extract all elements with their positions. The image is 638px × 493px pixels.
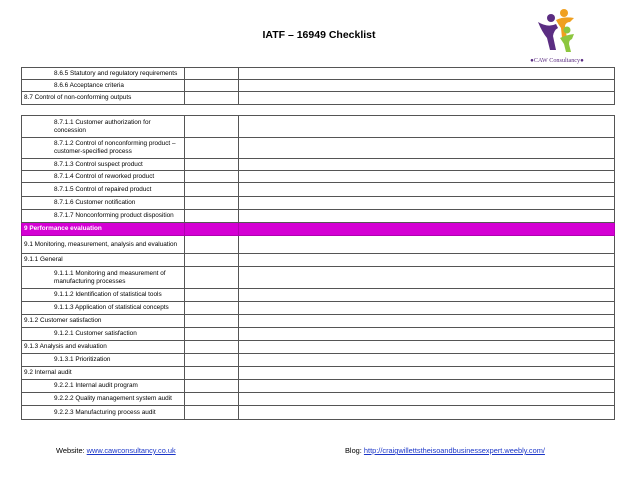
notes-cell[interactable] xyxy=(239,171,615,183)
status-cell[interactable] xyxy=(185,328,239,341)
status-cell[interactable] xyxy=(185,367,239,380)
notes-cell[interactable] xyxy=(239,68,615,80)
notes-cell[interactable] xyxy=(239,92,615,105)
notes-cell[interactable] xyxy=(239,289,615,302)
status-cell[interactable] xyxy=(185,159,239,171)
table-row xyxy=(22,236,615,254)
status-cell[interactable] xyxy=(185,138,239,159)
clause-cell: 8.7.1.1 Customer authorization for concession xyxy=(22,116,185,138)
website-label: Website: xyxy=(56,446,87,455)
table-row xyxy=(22,289,615,302)
figures-logo-icon xyxy=(534,8,578,56)
table-row xyxy=(22,210,615,223)
table-row xyxy=(22,406,615,420)
notes-cell[interactable] xyxy=(239,341,615,354)
notes-cell[interactable] xyxy=(239,116,615,138)
notes-cell[interactable] xyxy=(239,254,615,267)
status-cell[interactable] xyxy=(185,289,239,302)
table-row xyxy=(22,354,615,367)
logo-text: ●CAW Consultancy● xyxy=(530,57,584,64)
status-cell[interactable] xyxy=(185,354,239,367)
clause-cell: 8.7.1.4 Control of reworked product xyxy=(22,171,185,183)
notes-cell[interactable] xyxy=(239,159,615,171)
clause-cell: 9.1.1.1 Monitoring and measurement of manufacturing processes xyxy=(22,267,185,289)
notes-cell[interactable] xyxy=(239,328,615,341)
clause-cell: 8.7.1.6 Customer notification xyxy=(22,197,185,210)
table-row xyxy=(22,254,615,267)
status-cell[interactable] xyxy=(185,210,239,223)
status-cell[interactable] xyxy=(185,68,239,80)
notes-cell[interactable] xyxy=(239,80,615,92)
table-row xyxy=(22,328,615,341)
clause-cell: 9.1 Monitoring, measurement, analysis and evaluation xyxy=(22,236,185,254)
table-row xyxy=(22,341,615,354)
status-cell[interactable] xyxy=(185,267,239,289)
clause-cell: 8.7.1.5 Control of repaired product xyxy=(22,183,185,197)
table-row xyxy=(22,267,615,289)
status-cell[interactable] xyxy=(185,393,239,406)
clause-cell: 9.1.3 Analysis and evaluation xyxy=(22,341,185,354)
clause-cell: 9.1.3.1 Prioritization xyxy=(22,354,185,367)
clause-cell: 8.7.1.7 Nonconforming product disposition xyxy=(22,210,185,223)
clause-cell: 9.1.2 Customer satisfaction xyxy=(22,315,185,328)
table-row xyxy=(22,171,615,183)
clause-cell: 8.7.1.2 Control of nonconforming product – customer-specified process xyxy=(22,138,185,159)
notes-cell[interactable] xyxy=(239,223,615,236)
clause-cell: 9.2.2.3 Manufacturing process audit xyxy=(22,406,185,420)
table-row xyxy=(22,393,615,406)
table-row xyxy=(22,367,615,380)
table-row xyxy=(22,183,615,197)
table-row xyxy=(22,380,615,393)
status-cell[interactable] xyxy=(185,171,239,183)
table-row xyxy=(22,302,615,315)
blog-link[interactable]: http://craigwillettstheisoandbusinessexpert.weebly.com/ xyxy=(363,446,545,455)
status-cell[interactable] xyxy=(185,183,239,197)
notes-cell[interactable] xyxy=(239,354,615,367)
notes-cell[interactable] xyxy=(239,315,615,328)
table-spacer xyxy=(22,105,615,116)
caw-consultancy-logo xyxy=(526,8,586,66)
clause-cell: 9.1.1.3 Application of statistical concepts xyxy=(22,302,185,315)
clause-cell: 9.2.2.2 Quality management system audit xyxy=(22,393,185,406)
notes-cell[interactable] xyxy=(239,406,615,420)
clause-cell: 8.6.5 Statutory and regulatory requirements xyxy=(22,68,185,80)
table-row xyxy=(22,92,615,105)
notes-cell[interactable] xyxy=(239,267,615,289)
notes-cell[interactable] xyxy=(239,138,615,159)
table-row xyxy=(22,80,615,92)
notes-cell[interactable] xyxy=(239,380,615,393)
clause-cell: 8.6.6 Acceptance criteria xyxy=(22,80,185,92)
status-cell[interactable] xyxy=(185,302,239,315)
status-cell[interactable] xyxy=(185,92,239,105)
status-cell[interactable] xyxy=(185,341,239,354)
clause-cell: 9.1.2.1 Customer satisfaction xyxy=(22,328,185,341)
status-cell[interactable] xyxy=(185,80,239,92)
section-row xyxy=(22,223,615,236)
status-cell[interactable] xyxy=(185,223,239,236)
checklist-table xyxy=(21,67,615,420)
status-cell[interactable] xyxy=(185,254,239,267)
footer-blog xyxy=(345,446,545,455)
notes-cell[interactable] xyxy=(239,367,615,380)
status-cell[interactable] xyxy=(185,315,239,328)
clause-cell: 9.2 Internal audit xyxy=(22,367,185,380)
table-row xyxy=(22,197,615,210)
clause-cell: 8.7.1.3 Control suspect product xyxy=(22,159,185,171)
document-title: IATF – 16949 Checklist xyxy=(262,29,376,41)
table-row xyxy=(22,116,615,138)
clause-cell: 9.1.1.2 Identification of statistical tools xyxy=(22,289,185,302)
notes-cell[interactable] xyxy=(239,210,615,223)
clause-cell: 9 Performance evaluation xyxy=(22,223,185,236)
status-cell[interactable] xyxy=(185,406,239,420)
table-row xyxy=(22,138,615,159)
table-row xyxy=(22,315,615,328)
blog-label: Blog: xyxy=(345,446,364,455)
status-cell[interactable] xyxy=(185,236,239,254)
status-cell[interactable] xyxy=(185,116,239,138)
clause-cell: 9.1.1 General xyxy=(22,254,185,267)
clause-cell: 9.2.2.1 Internal audit program xyxy=(22,380,185,393)
website-link[interactable]: www.cawconsultancy.co.uk xyxy=(86,446,176,455)
table-row xyxy=(22,159,615,171)
footer-website xyxy=(56,446,176,455)
notes-cell[interactable] xyxy=(239,236,615,254)
notes-cell[interactable] xyxy=(239,302,615,315)
clause-cell: 8.7 Control of non-conforming outputs xyxy=(22,92,185,105)
table-row xyxy=(22,68,615,80)
notes-cell[interactable] xyxy=(239,197,615,210)
notes-cell[interactable] xyxy=(239,393,615,406)
status-cell[interactable] xyxy=(185,380,239,393)
notes-cell[interactable] xyxy=(239,183,615,197)
status-cell[interactable] xyxy=(185,197,239,210)
